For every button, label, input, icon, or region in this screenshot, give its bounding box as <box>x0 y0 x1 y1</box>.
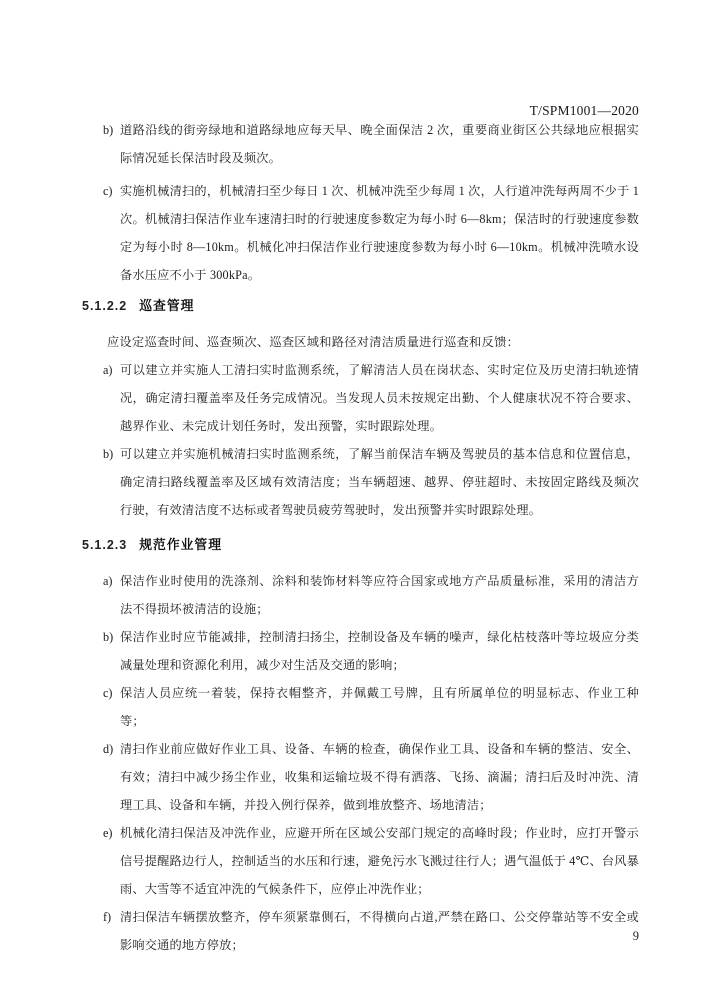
list-item <box>82 440 639 524</box>
section-heading <box>82 531 639 559</box>
list-item-label: b) <box>103 123 114 137</box>
list-item-text: 清扫保洁车辆摆放整齐，停车须紧靠侧石，不得横向占道,严禁在路口、公交停靠站等不安全或影响交通的地方停放； <box>120 910 639 952</box>
list-item <box>82 735 639 819</box>
list-item <box>82 903 639 959</box>
list-item <box>82 177 639 289</box>
list-item <box>82 819 639 903</box>
page-content <box>82 116 639 959</box>
list-item-text: 清扫作业前应做好作业工具、设备、车辆的检查，确保作业工具、设备和车辆的整洁、安全、有效；清扫中减少扬尘作业，收集和运输垃圾不得有洒落、飞扬、滴漏；清扫后及时冲洗、清理工具、设备和车辆，并投入例行保养，做到堆放整齐、场地清洁； <box>120 742 639 812</box>
list-item-label: e) <box>103 826 113 840</box>
list-item-label: a) <box>103 363 113 377</box>
section-heading <box>82 292 639 320</box>
list-item-label: a) <box>103 574 113 588</box>
list-item-text: 保洁作业时使用的洗涤剂、涂料和装饰材料等应符合国家或地方产品质量标准，采用的清洁方法不得损坏被清洁的设施； <box>120 574 639 616</box>
list-item <box>82 679 639 735</box>
list-item-text: 可以建立并实施人工清扫实时监测系统，了解清洁人员在岗状态、实时定位及历史清扫轨迹情况，确定清扫覆盖率及任务完成情况。当发现人员未按规定出勤、个人健康状况不符合要求、越界作业、未完成计划任务时，发出预警，实时跟踪处理。 <box>120 363 639 433</box>
list-item-label: f) <box>103 910 112 924</box>
list-item <box>82 567 639 623</box>
section-number: 5.1.2.3 <box>82 538 128 552</box>
list-item <box>82 356 639 440</box>
list-item-label: b) <box>103 630 114 644</box>
list-item-label: d) <box>103 742 114 756</box>
section-title: 巡查管理 <box>139 298 195 313</box>
list-item-text: 机械化清扫保洁及冲洗作业，应避开所在区域公安部门规定的高峰时段；作业时，应打开警示信号提醒路边行人，控制适当的水压和行速，避免污水飞溅过往行人；遇气温低于 4℃、台风暴雨、大雪等不适宜冲洗的气候条件下，应停止冲洗作业； <box>120 826 639 896</box>
section-intro: 应设定巡查时间、巡查频次、巡查区域和路径对清洁质量进行巡查和反馈： <box>107 335 520 349</box>
section-title: 规范作业管理 <box>139 537 223 552</box>
list-item-text: 可以建立并实施机械清扫实时监测系统，了解当前保洁车辆及驾驶员的基本信息和位置信息，确定清扫路线覆盖率及区域有效清洁度；当车辆超速、越界、停驻超时、未按固定路线及频次行驶，有效清洁度不达标或者驾驶员疲劳驾驶时，发出预警并实时跟踪处理。 <box>120 447 639 517</box>
list-item <box>82 116 639 172</box>
list-item <box>82 623 639 679</box>
list-item-label: c) <box>103 686 113 700</box>
list-item-label: c) <box>103 184 113 198</box>
section-number: 5.1.2.2 <box>82 299 128 313</box>
list-item-text: 保洁作业时应节能减排，控制清扫扬尘，控制设备及车辆的噪声，绿化枯枝落叶等垃圾应分类减量处理和资源化利用，减少对生活及交通的影响； <box>120 630 639 672</box>
list-item-text: 保洁人员应统一着装，保持衣帽整齐，并佩戴工号牌，且有所属单位的明显标志、作业工种等； <box>120 686 639 728</box>
list-item-text: 实施机械清扫的，机械清扫至少每日 1 次、机械冲洗至少每周 1 次，人行道冲洗每两周不少于 1 次。机械清扫保洁作业车速清扫时的行驶速度参数定为每小时 6—8km；保洁时的行驶速度参数定为每小时 8—10km。机械化冲扫保洁作业行驶速度参数为每小时 6—10km。机械冲洗喷水设备水压应不小于 300kPa。 <box>120 184 639 282</box>
page-number: 9 <box>632 929 639 943</box>
list-item-label: b) <box>103 447 114 461</box>
list-item-text: 道路沿线的街旁绿地和道路绿地应每天早、晚全面保洁 2 次，重要商业街区公共绿地应根据实际情况延长保洁时段及频次。 <box>120 123 639 165</box>
doc-code-header: T/SPM1001—2020 <box>529 103 639 118</box>
